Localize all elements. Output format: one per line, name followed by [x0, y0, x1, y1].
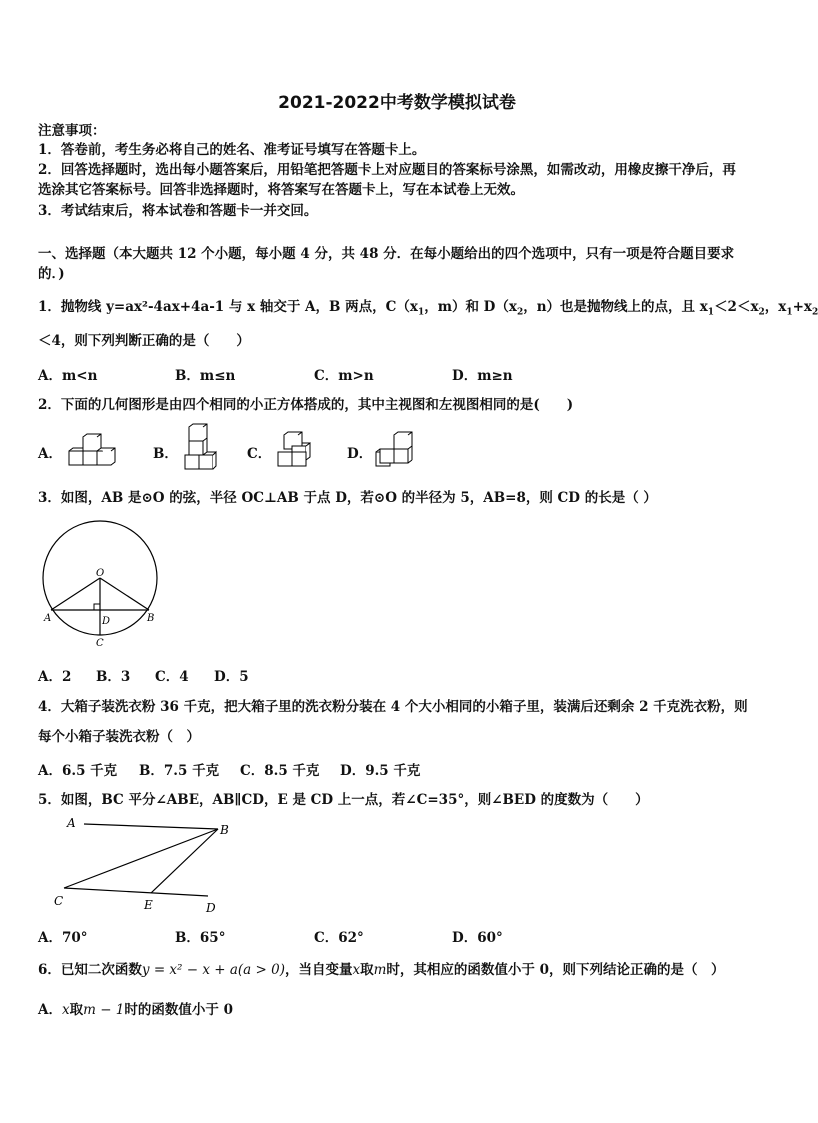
- q5-option-b[interactable]: B．65°: [175, 930, 226, 946]
- question-4-line1: 4．大箱子装洗衣粉 36 千克，把大箱子里的洗衣粉分装在 4 个大小相同的小箱子里，装满后还剩余 2 千克洗衣粉，则: [38, 699, 748, 715]
- q2-option-b-label[interactable]: B．: [153, 446, 178, 462]
- q1-option-b[interactable]: B．m≤n: [175, 368, 236, 384]
- q1-sub: 1: [786, 307, 793, 318]
- page-title: 2021-2022中考数学模拟试卷: [278, 93, 516, 113]
- q5-option-c[interactable]: C．62°: [314, 930, 364, 946]
- section-heading-line2: 的．): [38, 266, 65, 282]
- q3-option-d[interactable]: D．5: [214, 669, 249, 685]
- q1-option-c[interactable]: C．m>n: [314, 368, 374, 384]
- notice-item-1: 1．答卷前，考生务必将自己的姓名、准考证号填写在答题卡上。: [38, 142, 426, 158]
- question-1-line1: [38, 297, 818, 323]
- q1-text-c: ，n）也是抛物线上的点，且 x: [523, 299, 708, 315]
- q6-mid1: ，当自变量: [284, 962, 353, 978]
- q6-formula: y = x² − x + a(a > 0): [141, 962, 285, 978]
- notice-heading: 注意事项：: [38, 123, 106, 139]
- q6-mid2: 取: [360, 962, 374, 978]
- q4-option-d[interactable]: D．9.5 千克: [340, 763, 421, 779]
- q1-sub: 1: [707, 307, 715, 318]
- q1-sub: 1: [417, 307, 425, 318]
- q2-option-a-label[interactable]: A．: [38, 446, 62, 462]
- q6-option-a-expr: m − 1: [83, 1002, 125, 1018]
- q1-text-d: ＜2＜x: [714, 299, 759, 315]
- question-6-text: [38, 960, 725, 980]
- q3-label-o: O: [96, 568, 105, 579]
- q6-var-m: m: [373, 962, 387, 978]
- q4-option-c[interactable]: C．8.5 千克: [240, 763, 320, 779]
- notice-item-2b: 选涂其它答案标号。回答非选择题时，将答案写在答题卡上，写在本试卷上无效。: [38, 182, 524, 198]
- q6-option-a-var-x: x: [61, 1002, 70, 1018]
- notice-item-2a: 2．回答选择题时，选出每小题答案后，用铅笔把答题卡上对应题目的答案标号涂黑，如需改动，用橡皮擦干净后，再: [38, 162, 736, 178]
- section-heading-line1: 一、选择题（本大题共 12 个小题，每小题 4 分，共 48 分．在每小题给出的四个选项中，只有一项是符合题目要求: [38, 246, 735, 262]
- q4-option-b[interactable]: B．7.5 千克: [139, 763, 220, 779]
- q5-option-a[interactable]: A．70°: [38, 930, 88, 946]
- question-4-line2: 每个小箱子装洗衣粉（ ）: [38, 729, 200, 745]
- q6-prefix: 6．已知二次函数: [38, 962, 142, 978]
- q2-option-c-label[interactable]: C．: [247, 446, 272, 462]
- question-3-text: 3．如图，AB 是⊙O 的弦，半径 OC⊥AB 于点 D，若⊙O 的半径为 5，AB=8，则 CD 的长是（ ）: [38, 490, 657, 506]
- q6-suffix: 时，其相应的函数值小于 0，则下列结论正确的是（ ）: [386, 962, 725, 978]
- q3-option-b[interactable]: B．3: [96, 669, 131, 685]
- q5-label-c: C: [54, 894, 64, 908]
- q1-sub: 2: [516, 307, 524, 318]
- q5-label-a: A: [67, 816, 76, 830]
- q4-option-a[interactable]: A．6.5 千克: [38, 763, 118, 779]
- q2-option-a-cube-figure[interactable]: [66, 434, 120, 470]
- q6-option-a[interactable]: [38, 998, 233, 1018]
- q1-text-f: +x: [792, 299, 812, 315]
- q6-option-a-prefix: A．: [38, 1002, 62, 1018]
- q1-text-b: ，m）和 D（x: [424, 299, 517, 315]
- q1-sub: 2: [811, 307, 818, 318]
- q5-label-d: D: [206, 901, 216, 915]
- q5-option-d[interactable]: D．60°: [452, 930, 503, 946]
- q6-var-x: x: [352, 962, 361, 978]
- question-1-line2: ＜4，则下列判断正确的是（ ）: [38, 333, 250, 349]
- q3-label-b: B: [147, 613, 155, 624]
- q1-text-a: 1．抛物线 y=ax²-4ax+4a-1 与 x 轴交于 A，B 两点，C（x: [38, 299, 418, 315]
- q6-option-a-suffix: 时的函数值小于 0: [124, 1002, 233, 1018]
- q1-option-a[interactable]: A．m<n: [38, 368, 98, 384]
- q2-option-d-cube-figure[interactable]: [372, 430, 418, 470]
- q2-option-d-label[interactable]: D．: [347, 446, 373, 462]
- q3-label-c: C: [96, 638, 104, 649]
- question-5-text: 5．如图，BC 平分∠ABE，AB∥CD，E 是 CD 上一点，若∠C=35°，则∠BED 的度数为（ ）: [38, 792, 649, 808]
- q1-text-e: ，x: [764, 299, 787, 315]
- q3-circle-figure: [38, 518, 164, 652]
- q1-option-d[interactable]: D．m≥n: [452, 368, 513, 384]
- notice-item-3: 3．考试结束后，将本试卷和答题卡一并交回。: [38, 203, 318, 219]
- q1-sub: 2: [758, 307, 765, 318]
- question-2-text: 2．下面的几何图形是由四个相同的小正方体搭成的，其中主视图和左视图相同的是( ): [38, 397, 574, 413]
- q5-parallel-lines-figure: [48, 812, 238, 916]
- q5-label-b: B: [220, 823, 229, 837]
- q5-label-e: E: [144, 898, 153, 912]
- q2-option-b-cube-figure[interactable]: [180, 423, 220, 473]
- q3-option-a[interactable]: A．2: [38, 669, 72, 685]
- q6-option-a-mid: 取: [69, 1002, 84, 1018]
- q3-label-d: D: [102, 616, 111, 627]
- q2-option-c-cube-figure[interactable]: [274, 430, 322, 470]
- q3-label-a: A: [44, 613, 52, 624]
- q3-option-c[interactable]: C．4: [155, 669, 189, 685]
